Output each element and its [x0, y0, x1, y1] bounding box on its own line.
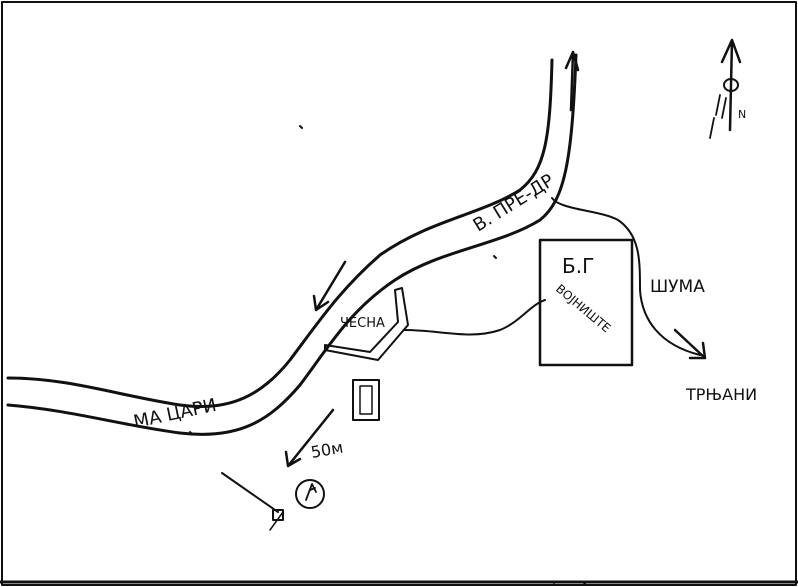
marker-line: [222, 473, 278, 512]
distance-label: 50м: [309, 437, 345, 462]
river-upper-label: В. ПРЕ-ДР: [469, 170, 558, 237]
village-arrow: [675, 330, 705, 358]
village-label: ТРЊАНИ: [686, 385, 758, 404]
road-to-building: [405, 300, 545, 334]
north-arrow-icon: [710, 40, 740, 138]
building-label: Б.Г: [562, 254, 595, 278]
river-flow-arrow-down: [314, 262, 345, 310]
north-label: N: [738, 108, 747, 121]
river-lower-label: МА ЦАРИ: [131, 394, 219, 433]
river-bank-lower: [8, 55, 576, 434]
building-sub-label: ВОЈНИШТЕ: [553, 281, 614, 336]
vesna-label: ЧЕСНА: [340, 316, 385, 331]
marker-number-glyph: [306, 484, 316, 500]
marker-circle: [296, 480, 324, 508]
river-bank-upper: [8, 60, 552, 407]
object-box-inner: [360, 386, 372, 414]
forest-label: ШУМА: [650, 277, 705, 297]
